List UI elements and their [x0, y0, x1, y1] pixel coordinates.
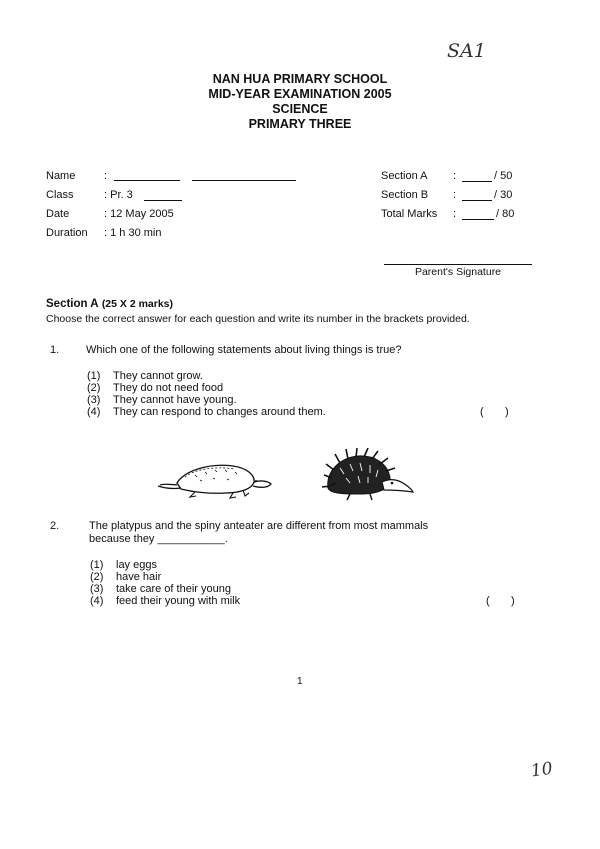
total-marks-label: Total Marks [381, 208, 438, 220]
question-2-answer-bracket[interactable]: ( ) [486, 595, 515, 607]
class-label: Class [46, 189, 74, 201]
question-2-option-4-text: feed their young with milk [116, 595, 241, 607]
question-2-option-3-number: (3) [90, 583, 104, 595]
total-marks-total: / 80 [496, 208, 515, 220]
class-value: : Pr. 3 [104, 189, 133, 201]
section-instruction: Choose the correct answer for each question and write its number in the brackets provided. [46, 313, 470, 325]
total-marks-score-blank[interactable] [462, 219, 494, 220]
name-separator: : [104, 170, 108, 182]
section-b-label: Section B [381, 189, 429, 201]
section-heading [46, 298, 173, 310]
section-a-label: Section A [381, 170, 428, 182]
question-2-number: 2. [50, 520, 60, 532]
duration-value: : 1 h 30 min [104, 227, 162, 239]
handwritten-top-mark: SA1 [447, 40, 486, 62]
section-b-score-blank[interactable] [462, 200, 492, 201]
total-marks-separator: : [453, 208, 457, 220]
question-1-option-2-text: They do not need food [113, 382, 224, 394]
name-blank-1[interactable] [114, 180, 180, 181]
question-2-option-1-number: (1) [90, 559, 104, 571]
question-2-option-2-text: have hair [116, 571, 162, 583]
class-blank[interactable] [144, 200, 182, 201]
school-name: NAN HUA PRIMARY SCHOOL [212, 72, 388, 86]
platypus-illustration [155, 455, 275, 500]
question-2-option-1-text: lay eggs [116, 559, 157, 571]
spiny-anteater-illustration [320, 448, 415, 503]
question-1-option-3-number: (3) [87, 394, 101, 406]
question-2-option-4-number: (4) [90, 595, 104, 607]
name-label: Name [46, 170, 76, 182]
signature-line[interactable] [384, 264, 532, 265]
question-1-answer-bracket[interactable]: ( ) [480, 406, 509, 418]
question-2-text-line-2: because they ___________. [89, 533, 228, 545]
section-a-separator: : [453, 170, 457, 182]
section-marks: (25 X 2 marks) [101, 298, 174, 310]
section-title: Section A [46, 298, 99, 310]
section-b-separator: : [453, 189, 457, 201]
section-a-score-blank[interactable] [462, 181, 492, 182]
question-1-option-2-number: (2) [87, 382, 101, 394]
section-b-total: / 30 [494, 189, 513, 201]
question-1-option-1-number: (1) [87, 370, 101, 382]
handwritten-bottom-mark: 10 [529, 758, 554, 782]
question-1-option-1-text: They cannot grow. [113, 370, 203, 382]
question-2-option-3-text: take care of their young [116, 583, 231, 595]
duration-label: Duration [46, 227, 88, 239]
signature-label: Parent's Signature [414, 266, 502, 278]
question-1-option-4-number: (4) [87, 406, 101, 418]
name-blank-2[interactable] [192, 180, 296, 181]
question-1-text: Which one of the following statements about living things is true? [86, 344, 402, 356]
question-2-text-line-1: The platypus and the spiny anteater are different from most mammals [89, 520, 429, 532]
question-2-option-2-number: (2) [90, 571, 104, 583]
level-title: PRIMARY THREE [248, 117, 352, 131]
question-1-option-3-text: They cannot have young. [113, 394, 237, 406]
section-a-total: / 50 [494, 170, 513, 182]
question-1-option-4-text: They can respond to changes around them. [113, 406, 326, 418]
question-1-number: 1. [50, 344, 60, 356]
page-number: 1 [297, 676, 303, 687]
subject-title: SCIENCE [272, 102, 328, 116]
exam-title: MID-YEAR EXAMINATION 2005 [208, 87, 392, 101]
date-value: : 12 May 2005 [104, 208, 174, 220]
date-label: Date [46, 208, 70, 220]
